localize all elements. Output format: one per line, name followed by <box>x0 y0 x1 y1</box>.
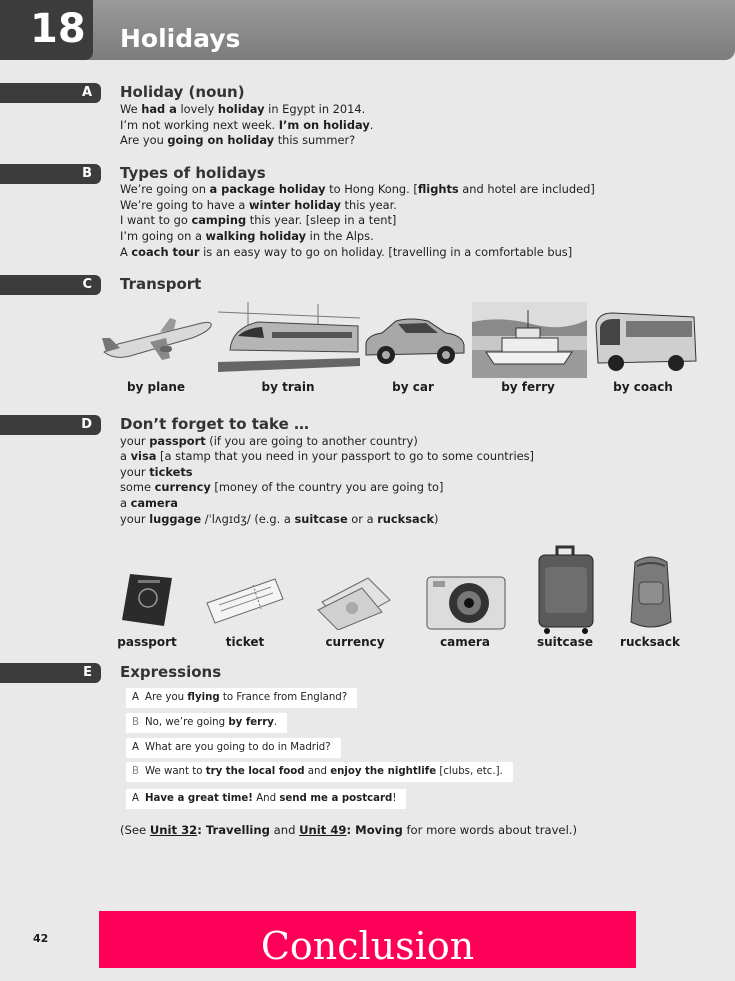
section-b-line: We’re going on a package holiday to Hong Kong. [flights and hotel are included] <box>120 182 595 196</box>
section-d-line: your luggage /ˈlʌgɪdʒ/ (e.g. a suitcase or a rucksack) <box>120 512 439 526</box>
section-d-line: your tickets <box>120 465 193 479</box>
suitcase-image <box>533 545 598 635</box>
section-title-b: Types of holidays <box>120 164 266 182</box>
banner-text: Conclusion <box>260 924 475 968</box>
dialogue-line: A Have a great time! And send me a postcard! <box>126 789 406 809</box>
ferry-image <box>472 302 587 378</box>
caption-currency: currency <box>325 635 385 649</box>
caption-by-train: by train <box>261 380 315 394</box>
section-tab-a: A <box>0 83 101 103</box>
caption-by-plane: by plane <box>126 380 186 394</box>
section-tab-c: C <box>0 275 101 295</box>
section-title-d: Don’t forget to take … <box>120 415 310 433</box>
plane-image <box>100 308 215 363</box>
section-b-line: I want to go camping this year. [sleep in a tent] <box>120 213 397 227</box>
caption-suitcase: suitcase <box>536 635 594 649</box>
passport-image <box>120 570 175 628</box>
caption-camera: camera <box>440 635 490 649</box>
train-image <box>218 300 360 375</box>
section-title-c: Transport <box>120 275 202 293</box>
section-tab-e: E <box>0 663 101 683</box>
conclusion-banner <box>99 911 636 968</box>
see-also-note: (See Unit 32: Travelling and Unit 49: Moving for more words about travel.) <box>120 823 577 837</box>
rucksack-image <box>625 552 677 634</box>
currency-image <box>316 572 394 630</box>
coach-image <box>590 305 700 375</box>
caption-by-car: by car <box>392 380 434 394</box>
caption-by-ferry: by ferry <box>501 380 555 394</box>
section-tab-b: B <box>0 164 101 184</box>
caption-ticket: ticket <box>225 635 265 649</box>
dialogue-line: A What are you going to do in Madrid? <box>126 738 341 758</box>
section-tab-d: D <box>0 415 101 435</box>
page-number: 42 <box>33 932 49 945</box>
section-d-line: your passport (if you are going to another country) <box>120 434 418 448</box>
unit-header <box>0 0 735 60</box>
car-image <box>362 313 468 368</box>
caption-rucksack: rucksack <box>620 635 680 649</box>
section-title-e: Expressions <box>120 663 222 681</box>
section-a-line: We had a lovely holiday in Egypt in 2014. <box>120 102 366 116</box>
unit-title: Holidays <box>120 24 241 53</box>
section-title-a: Holiday (noun) <box>120 83 245 101</box>
caption-by-coach: by coach <box>613 380 673 394</box>
camera-image <box>425 571 507 633</box>
section-b-line: A coach tour is an easy way to go on holiday. [travelling in a comfortable bus] <box>120 245 573 259</box>
section-d-line: a visa [a stamp that you need in your passport to go to some countries] <box>120 449 535 463</box>
section-a-line: I’m not working next week. I’m on holiday. <box>120 118 374 132</box>
caption-passport: passport <box>117 635 177 649</box>
section-a-line: Are you going on holiday this summer? <box>120 133 356 147</box>
unit-number: 18 <box>30 6 86 52</box>
section-b-line: We’re going to have a winter holiday this year. <box>120 198 397 212</box>
dialogue-line: A Are you flying to France from England? <box>126 688 357 708</box>
dialogue-line: B We want to try the local food and enjoy the nightlife [clubs, etc.]. <box>126 762 513 782</box>
section-d-line: some currency [money of the country you are going to] <box>120 480 444 494</box>
section-b-line: I’m going on a walking holiday in the Alps. <box>120 229 374 243</box>
section-d-line: a camera <box>120 496 178 510</box>
ticket-image <box>205 575 285 625</box>
dialogue-line: B No, we’re going by ferry. <box>126 713 287 733</box>
